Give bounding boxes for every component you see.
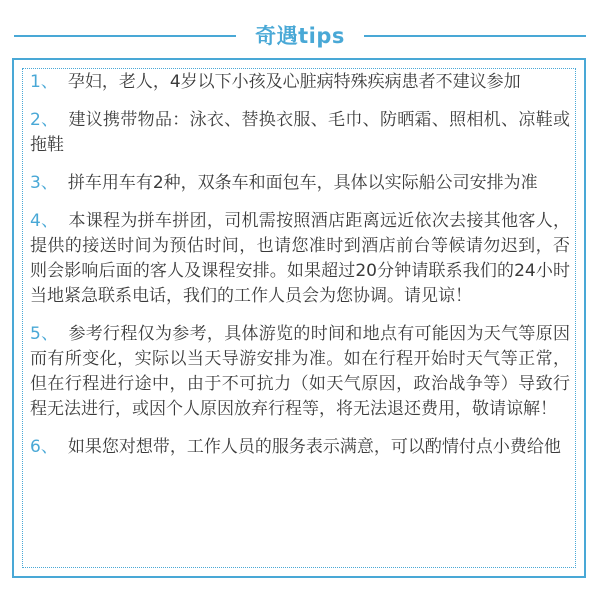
- tip-text: 孕妇，老人，4岁以下小孩及心脏病特殊疾病患者不建议参加: [67, 72, 521, 92]
- tips-header: [0, 14, 600, 60]
- tip-text: 本课程为拼车拼团，司机需按照酒店距离远近依次去接其他客人，提供的接送时间为预估时间，也请您准时到酒店前台等候请勿迟到，否则会影响后面的客人及课程安排。如果超过20分钟请联系我们的24小时当地紧急联系电话，我们的工作人员会为您协调。请见谅！: [30, 211, 570, 306]
- tip-text: 建议携带物品：泳衣、替换衣服、毛巾、防晒霜、照相机、凉鞋或拖鞋: [30, 110, 570, 155]
- tip-number: 4、: [30, 211, 59, 231]
- tip-number: 1、: [30, 72, 58, 92]
- tip-item-6: [30, 435, 570, 460]
- tip-item-5: [30, 322, 570, 422]
- tip-number: 2、: [30, 110, 59, 130]
- tip-number: 5、: [30, 324, 59, 344]
- header-right-rule: [364, 35, 586, 37]
- tip-item-3: [30, 171, 570, 196]
- header-left-rule: [14, 35, 236, 37]
- tip-item-1: [30, 70, 570, 95]
- tip-item-2: [30, 108, 570, 158]
- tip-text: 如果您对想带，工作人员的服务表示满意，可以酌情付点小费给他: [67, 437, 561, 457]
- header-title: 奇遇tips: [255, 24, 345, 48]
- tip-item-4: [30, 209, 570, 309]
- tips-list: [30, 70, 570, 473]
- tip-text: 参考行程仅为参考，具体游览的时间和地点有可能因为天气等原因而有所变化，实际以当天导游安排为准。如在行程开始时天气等正常，但在行程进行途中，由于不可抗力（如天气原因，政治战争等）导致行程无法进行，或因个人原因放弃行程等，将无法退还费用，敬请谅解！: [30, 324, 570, 419]
- tip-text: 拼车用车有2种，双条车和面包车，具体以实际船公司安排为准: [67, 173, 538, 193]
- tip-number: 3、: [30, 173, 58, 193]
- tip-number: 6、: [30, 437, 58, 457]
